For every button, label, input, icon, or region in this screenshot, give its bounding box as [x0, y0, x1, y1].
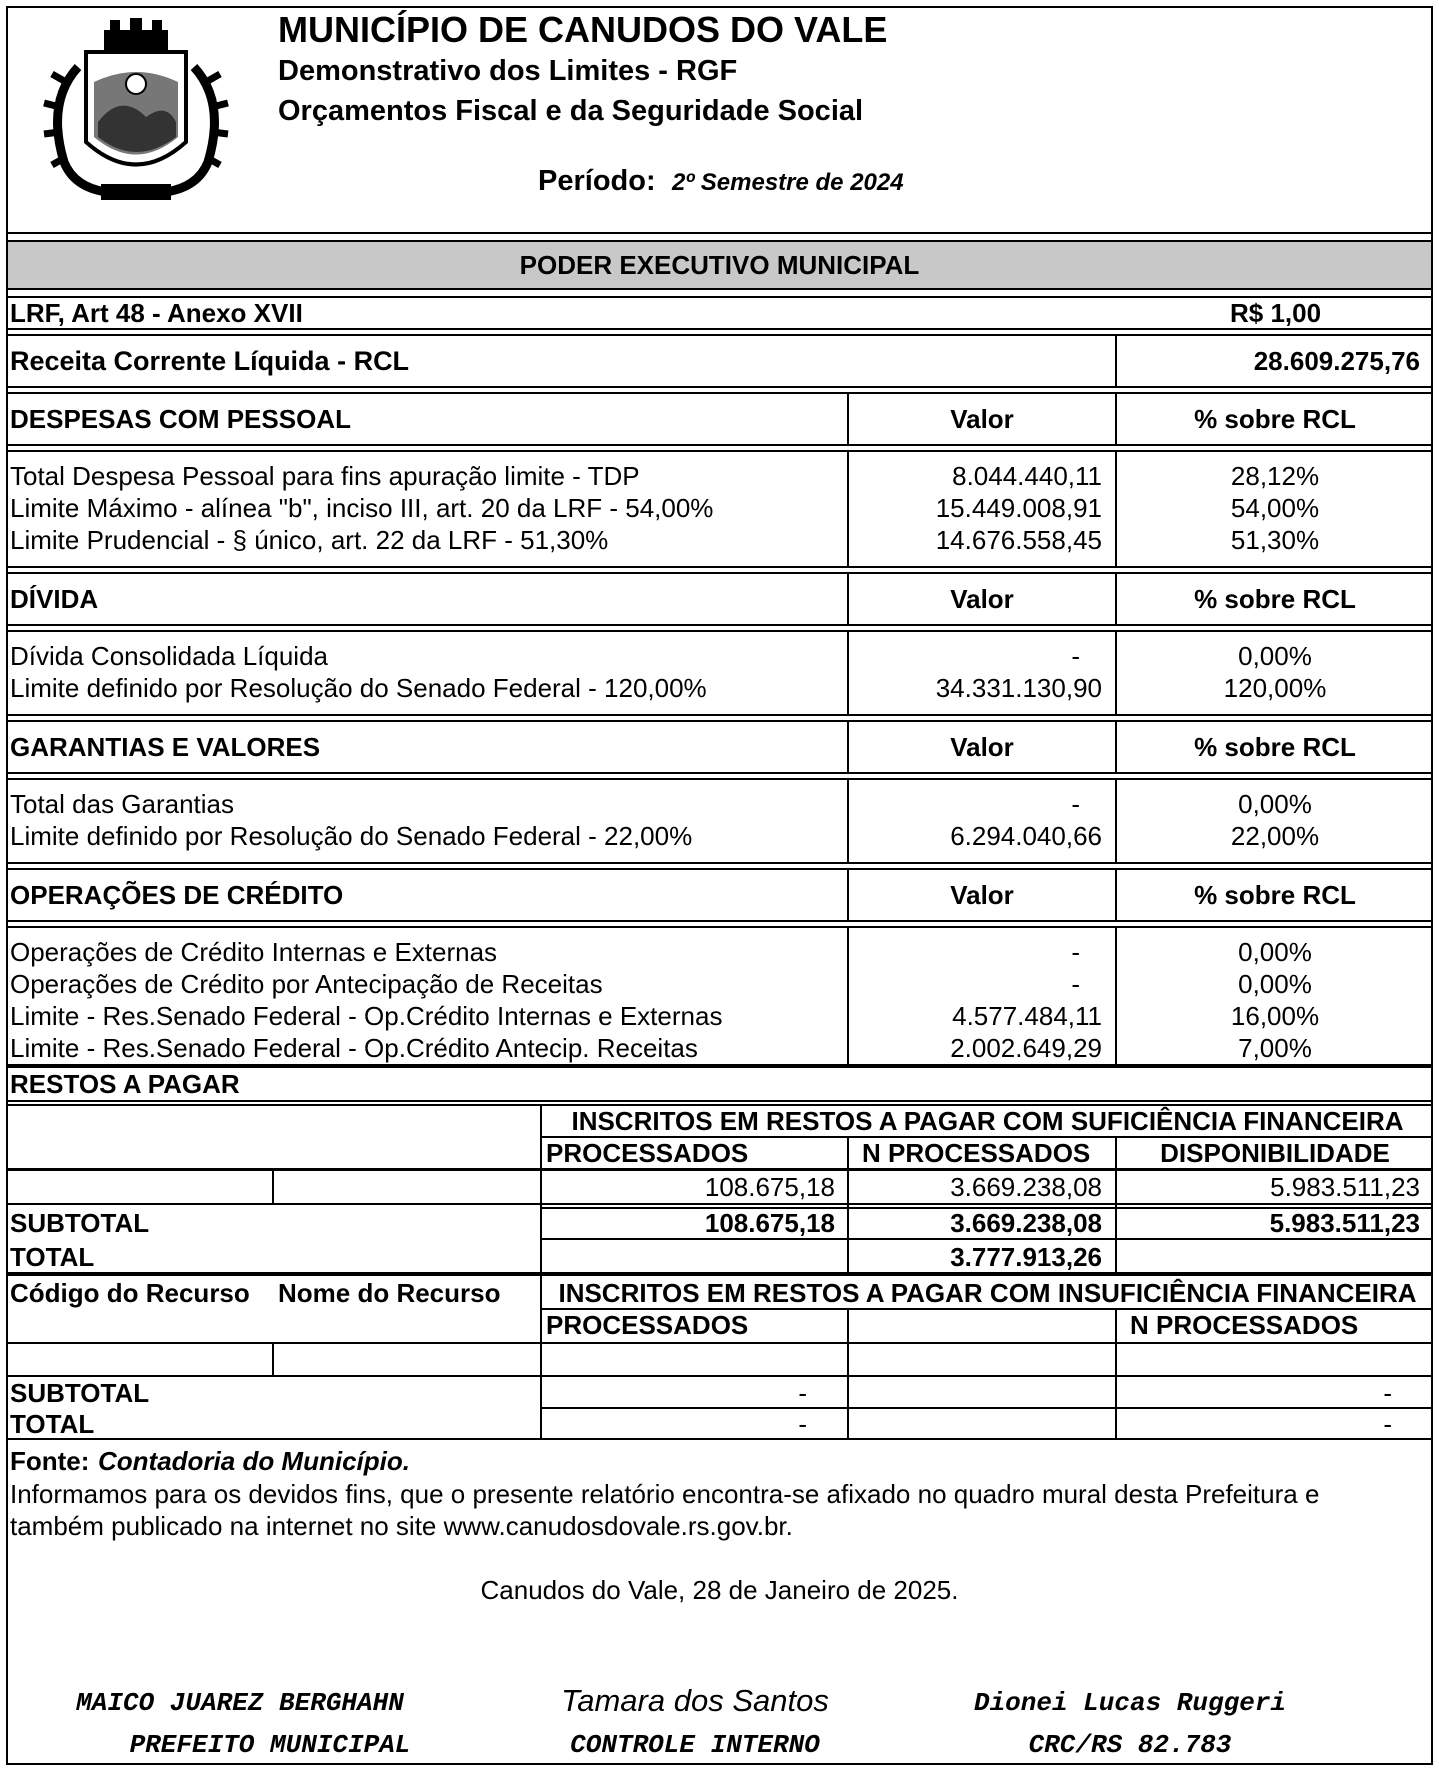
credito-row-label: Operações de Crédito Internas e Externas: [10, 937, 498, 967]
garantias-col-valor: Valor: [950, 732, 1014, 762]
period-value: 2º Semestre de 2024: [672, 169, 904, 196]
insuf-subtotal-label: SUBTOTAL: [10, 1378, 150, 1408]
credito-row-pct: 0,00%: [1238, 969, 1312, 999]
power-title: PODER EXECUTIVO MUNICIPAL: [519, 250, 920, 280]
credito-row-valor: 2.002.649,29: [950, 1033, 1102, 1063]
coat-of-arms-icon: [26, 12, 246, 210]
signature-mayor-name: MAICO JUAREZ BERGHAHN: [76, 1688, 404, 1718]
divida-title: DÍVIDA: [10, 584, 99, 614]
credito-col-valor: Valor: [950, 880, 1014, 910]
insuf-line-3: [6, 1375, 1433, 1377]
signature-mayor-role: PREFEITO MUNICIPAL: [129, 1730, 411, 1760]
credito-row-label: Limite - Res.Senado Federal - Op.Crédito Internas e Externas: [10, 1001, 723, 1031]
suf-row-disp: 5.983.511,23: [1270, 1172, 1420, 1202]
pessoal-row-valor: 14.676.558,45: [935, 525, 1102, 555]
nome-recurso-label: Nome do Recurso: [278, 1278, 501, 1308]
credito-row-valor: -: [1071, 969, 1080, 999]
credito-row-pct: 7,00%: [1238, 1033, 1312, 1063]
signature-control-name: Tamara dos Santos: [561, 1683, 829, 1718]
signature-control-role: CONTROLE INTERNO: [570, 1730, 820, 1760]
suf-total-value: 3.777.913,26: [950, 1242, 1102, 1272]
insuf-title: INSCRITOS EM RESTOS A PAGAR COM INSUFICIÊNCIA FINANCEIRA: [558, 1278, 1417, 1308]
insuf-tot-proc: -: [798, 1409, 807, 1439]
suf-vline-d: [272, 1168, 274, 1203]
garantias-col-pct: % sobre RCL: [1194, 732, 1356, 762]
credito-row-valor: -: [1071, 937, 1080, 967]
pessoal-row-pct: 28,12%: [1230, 461, 1320, 491]
rcl-value: 28.609.275,76: [1253, 346, 1420, 376]
divida-row-valor: -: [1071, 641, 1080, 671]
cod-recurso-label: Código do Recurso: [10, 1278, 250, 1308]
suf-col-disp: DISPONIBILIDADE: [1160, 1138, 1390, 1168]
rcl-divider: [1115, 334, 1117, 388]
report-date: Canudos do Vale, 28 de Janeiro de 2025.: [480, 1575, 959, 1605]
suf-col-proc: PROCESSADOS: [546, 1138, 749, 1168]
garantias-row-label: Limite definido por Resolução do Senado Federal - 22,00%: [10, 821, 693, 851]
fonte-value: Contadoria do Município.: [98, 1446, 410, 1476]
suf-col-nproc: N PROCESSADOS: [862, 1138, 1091, 1168]
suf-vline-b: [847, 1136, 849, 1274]
insuf-vline-d: [272, 1342, 274, 1375]
suf-title: INSCRITOS EM RESTOS A PAGAR COM SUFICIÊNCIA FINANCEIRA: [571, 1106, 1404, 1136]
pessoal-col-pct: % sobre RCL: [1194, 404, 1356, 434]
pessoal-row-valor: 15.449.008,91: [935, 493, 1102, 523]
pessoal-row-label: Limite Máximo - alínea "b", inciso III, art. 20 da LRF - 54,00%: [10, 493, 714, 523]
insuf-sub-nproc: -: [1383, 1378, 1392, 1408]
report-subtitle: Demonstrativo dos Limites - RGF: [278, 55, 738, 87]
garantias-row-pct: 22,00%: [1230, 821, 1320, 851]
insuf-col-proc: PROCESSADOS: [546, 1310, 749, 1340]
pessoal-title: DESPESAS COM PESSOAL: [10, 404, 351, 434]
budget-subtitle: Orçamentos Fiscal e da Seguridade Social: [278, 95, 864, 127]
pessoal-row-pct: 51,30%: [1230, 525, 1320, 555]
suf-line-3: [6, 1203, 1433, 1205]
garantias-row-pct: 0,00%: [1238, 789, 1312, 819]
suf-sub-disp: 5.983.511,23: [1269, 1208, 1420, 1238]
insuf-sub-proc: -: [798, 1378, 807, 1408]
info-line-2: também publicado na internet no site www.canudosdovale.rs.gov.br.: [10, 1511, 793, 1541]
garantias-row-valor: -: [1071, 789, 1080, 819]
divida-col-valor: Valor: [950, 584, 1014, 614]
divida-row-pct: 120,00%: [1223, 673, 1327, 703]
garantias-title: GARANTIAS E VALORES: [10, 732, 321, 762]
insuf-col-nproc: N PROCESSADOS: [1130, 1310, 1359, 1340]
credito-body-div1: [847, 926, 849, 1066]
divida-row-valor: 34.331.130,90: [935, 673, 1102, 703]
suf-row-nproc: 3.669.238,08: [950, 1172, 1102, 1202]
lrf-label: LRF, Art 48 - Anexo XVII: [10, 298, 303, 328]
suf-line-2: [6, 1168, 1433, 1171]
suf-subtotal-label: SUBTOTAL: [10, 1208, 150, 1238]
suf-sub-proc: 108.675,18: [704, 1208, 835, 1238]
info-line-1: Informamos para os devidos fins, que o presente relatório encontra-se afixado no quadro mural desta Prefeitura e: [10, 1479, 1320, 1509]
suf-sub-nproc: 3.669.238,08: [950, 1208, 1102, 1238]
insuf-vline-b: [847, 1308, 849, 1440]
credito-row-valor: 4.577.484,11: [952, 1001, 1102, 1031]
pessoal-row-pct: 54,00%: [1230, 493, 1320, 523]
credito-row-label: Limite - Res.Senado Federal - Op.Crédito Antecip. Receitas: [10, 1033, 698, 1063]
suf-row-proc: 108.675,18: [704, 1172, 835, 1202]
fonte-label: Fonte:: [10, 1446, 90, 1476]
pessoal-row-label: Total Despesa Pessoal para fins apuração limite - TDP: [10, 461, 640, 491]
currency-unit: R$ 1,00: [1230, 298, 1322, 328]
insuf-total-label: TOTAL: [10, 1409, 95, 1439]
insuf-tot-nproc: -: [1383, 1409, 1392, 1439]
insuf-line-2: [6, 1342, 1433, 1344]
divida-body-div1: [847, 630, 849, 716]
pessoal-row-valor: 8.044.440,11: [952, 461, 1102, 491]
divida-row-label: Dívida Consolidada Líquida: [10, 641, 328, 671]
divida-col-pct: % sobre RCL: [1194, 584, 1356, 614]
divida-row-pct: 0,00%: [1238, 641, 1312, 671]
pessoal-body-div1: [847, 450, 849, 568]
credito-row-label: Operações de Crédito por Antecipação de Receitas: [10, 969, 603, 999]
garantias-body-div1: [847, 778, 849, 864]
municipality-title: MUNICÍPIO DE CANUDOS DO VALE: [278, 9, 888, 50]
period-label: Período:: [538, 165, 656, 197]
pessoal-col-valor: Valor: [950, 404, 1014, 434]
signature-accountant-role: CRC/RS 82.783: [1028, 1730, 1232, 1760]
credito-title: OPERAÇÕES DE CRÉDITO: [10, 880, 344, 910]
suf-line-5: [540, 1238, 1433, 1240]
garantias-row-valor: 6.294.040,66: [950, 821, 1102, 851]
restos-title: RESTOS A PAGAR: [10, 1069, 240, 1099]
signature-accountant-name: Dionei Lucas Ruggeri: [973, 1688, 1287, 1718]
rcl-label: Receita Corrente Líquida - RCL: [10, 346, 410, 376]
credito-row-pct: 0,00%: [1238, 937, 1312, 967]
divida-row-label: Limite definido por Resolução do Senado Federal - 120,00%: [10, 673, 707, 703]
garantias-row-label: Total das Garantias: [10, 789, 235, 819]
credito-col-pct: % sobre RCL: [1194, 880, 1356, 910]
suf-total-label: TOTAL: [10, 1242, 95, 1272]
pessoal-row-label: Limite Prudencial - § único, art. 22 da LRF - 51,30%: [10, 525, 609, 555]
credito-row-pct: 16,00%: [1230, 1001, 1320, 1031]
